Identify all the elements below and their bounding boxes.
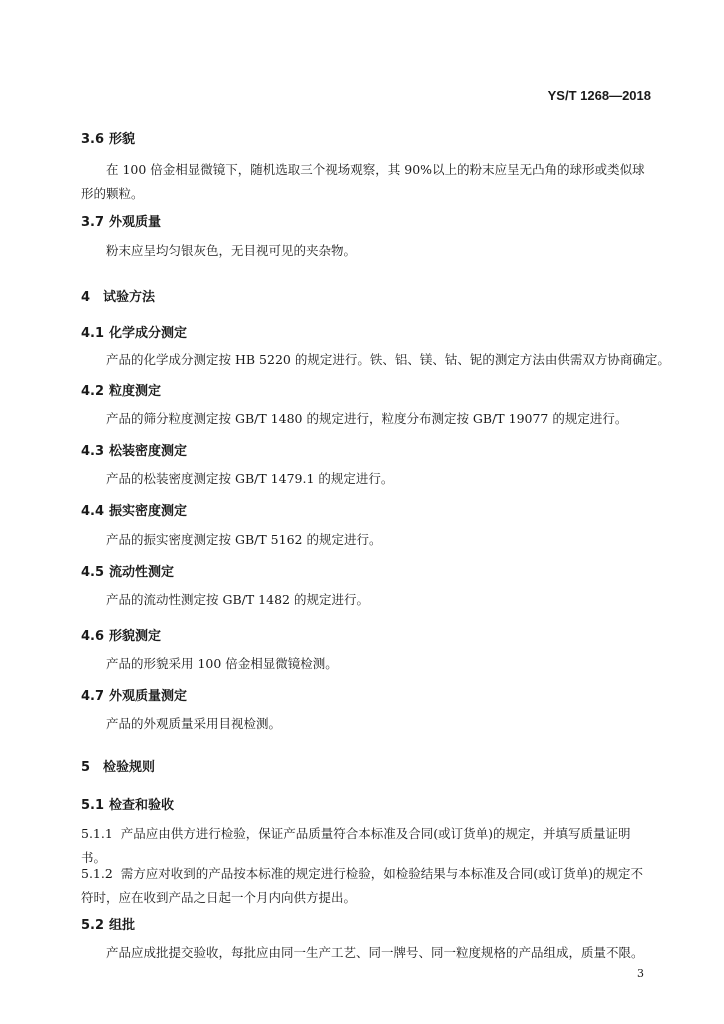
- section-number: 5.2: [81, 918, 105, 933]
- paragraph-4-1: 产品的化学成分测定按 HB 5220 的规定进行。铁、铝、镁、钴、铌的测定方法由供需双方协商确定。: [106, 352, 670, 367]
- section-number: 4.4: [81, 504, 105, 519]
- section-heading-5-1: [81, 794, 174, 813]
- section-title: 粒度测定: [109, 384, 162, 399]
- section-title: 组批: [109, 918, 136, 933]
- section-title: 形貌测定: [109, 629, 162, 644]
- section-heading-4-1: [81, 322, 187, 341]
- clause-text: 产品应由供方进行检验，保证产品质量符合本标准及合同(或订货单)的规定，并填写质量证明书。: [81, 826, 631, 865]
- section-number: 4: [81, 290, 91, 305]
- section-number: 5: [81, 760, 91, 775]
- section-number: 4.1: [81, 326, 105, 341]
- paragraph-4-3: 产品的松装密度测定按 GB/T 1479.1 的规定进行。: [106, 471, 394, 486]
- clause-text: 需方应对收到的产品按本标准的规定进行检验，如检验结果与本标准及合同(或订货单)的规定不符时，应在收到产品之日起一个月内向供方提出。: [81, 866, 644, 905]
- section-heading-4-2: [81, 380, 161, 399]
- section-number: 4.5: [81, 565, 105, 580]
- paragraph-4-7: 产品的外观质量采用目视检测。: [106, 716, 282, 731]
- section-title: 外观质量测定: [109, 689, 188, 704]
- section-number: 4.7: [81, 689, 105, 704]
- section-title: 流动性测定: [109, 565, 175, 580]
- section-title: 外观质量: [109, 215, 162, 230]
- section-number: 4.3: [81, 444, 105, 459]
- section-number: 4.6: [81, 629, 105, 644]
- paragraph-4-4: 产品的振实密度测定按 GB/T 5162 的规定进行。: [106, 532, 382, 547]
- paragraph-5-2: 产品应成批提交验收，每批应由同一生产工艺、同一牌号、同一粒度规格的产品组成，质量不限。: [106, 945, 644, 960]
- page-number: 3: [637, 967, 644, 980]
- section-title: 试验方法: [103, 290, 156, 305]
- paragraph-4-5: 产品的流动性测定按 GB/T 1482 的规定进行。: [106, 592, 369, 607]
- paragraph-3-7: 粉末应呈均匀银灰色，无目视可见的夹杂物。: [106, 243, 357, 258]
- section-heading-4-4: [81, 500, 187, 519]
- clause-number: 5.1.2: [81, 866, 113, 881]
- section-title: 检查和验收: [109, 798, 175, 813]
- section-title: 化学成分测定: [109, 326, 188, 341]
- section-heading-3-6: [81, 128, 135, 147]
- section-heading-4-7: [81, 685, 187, 704]
- section-number: 4.2: [81, 384, 105, 399]
- section-heading-3-7: [81, 211, 161, 230]
- section-title: 振实密度测定: [109, 504, 188, 519]
- section-heading-4: [81, 286, 155, 305]
- section-heading-4-5: [81, 561, 174, 580]
- section-number: 5.1: [81, 798, 105, 813]
- section-title: 松装密度测定: [109, 444, 188, 459]
- paragraph-4-2: 产品的筛分粒度测定按 GB/T 1480 的规定进行，粒度分布测定按 GB/T 19077 的规定进行。: [106, 411, 628, 426]
- paragraph-3-6: 在 100 倍金相显微镜下，随机选取三个视场观察，其 90%以上的粉末应呈无凸角的球形或类似球形的颗粒。: [81, 162, 645, 201]
- section-number: 3.6: [81, 132, 105, 147]
- section-title: 形貌: [109, 132, 136, 147]
- section-heading-4-3: [81, 440, 187, 459]
- clause-number: 5.1.1: [81, 826, 113, 841]
- clause-5-1-2: [81, 862, 652, 910]
- section-number: 3.7: [81, 215, 105, 230]
- section-heading-4-6: [81, 625, 161, 644]
- paragraph-4-6: 产品的形貌采用 100 倍金相显微镜检测。: [106, 656, 338, 671]
- section-title: 检验规则: [103, 760, 156, 775]
- standard-code: YS/T 1268—2018: [547, 88, 651, 103]
- section-heading-5-2: [81, 914, 135, 933]
- section-heading-5: [81, 756, 155, 775]
